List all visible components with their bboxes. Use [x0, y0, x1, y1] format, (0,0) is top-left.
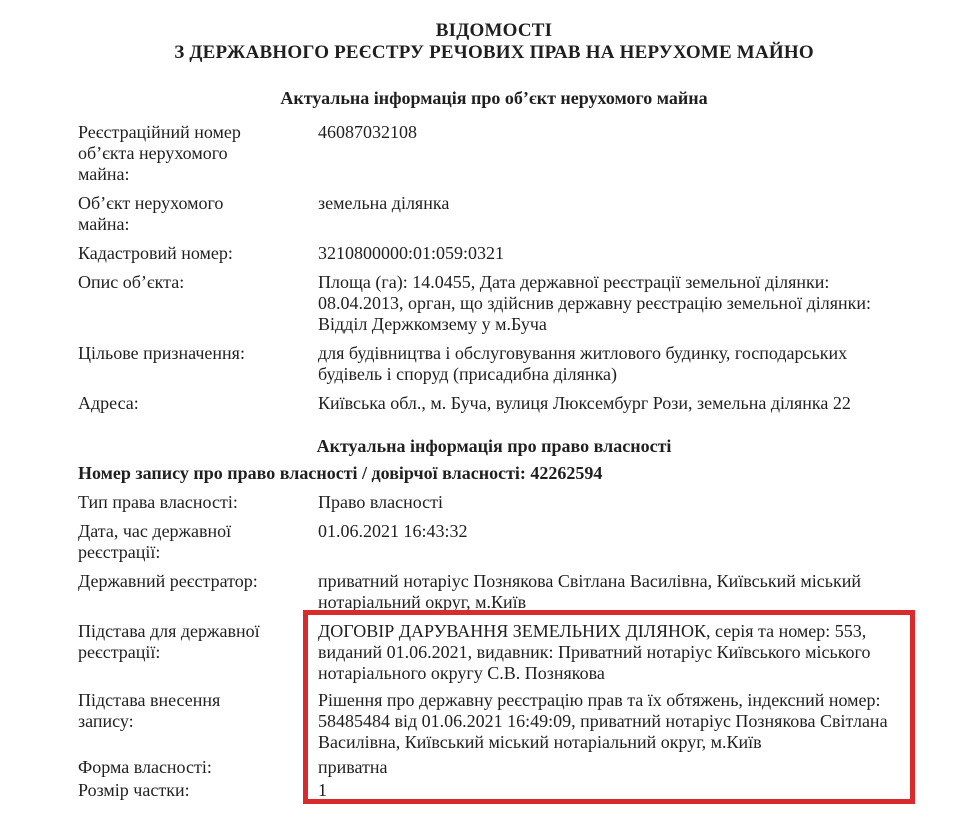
field-row-address [78, 393, 910, 414]
field-label: Підстава для державної реєстрації: [78, 621, 260, 662]
highlighted-fields-group [78, 621, 910, 801]
field-label: Адреса: [78, 393, 139, 413]
field-value: 01.06.2021 16:43:32 [318, 521, 468, 541]
field-row-registration-datetime [78, 521, 910, 563]
field-row-object-type [78, 193, 910, 235]
field-label: Державний реєстратор: [78, 571, 258, 591]
document-title-line2: З ДЕРЖАВНОГО РЕЄСТРУ РЕЧОВИХ ПРАВ НА НЕРУХОМЕ МАЙНО [174, 42, 814, 63]
field-label: Реєстраційний номер об’єкта нерухомого майна: [78, 122, 241, 184]
field-label: Форма власності: [78, 757, 212, 777]
field-row-designated-purpose [78, 343, 910, 385]
field-row-ownership-type [78, 492, 910, 513]
field-value: 1 [318, 780, 327, 800]
field-row-share-size [78, 780, 910, 801]
field-value: ДОГОВІР ДАРУВАННЯ ЗЕМЕЛЬНИХ ДІЛЯНОК, серія та номер: 553, виданий 01.06.2021, видавник: Приватний нотаріус Київського міського нотаріального округу С.В. Познякова [318, 621, 871, 683]
field-label: Опис об’єкта: [78, 272, 185, 292]
section-heading-ownership-info: Актуальна інформація про право власності [316, 436, 672, 456]
field-value: Київська обл., м. Буча, вулиця Люксембург Рози, земельна ділянка 22 [318, 393, 851, 413]
field-value: Право власності [318, 492, 444, 512]
field-value: земельна ділянка [318, 193, 450, 213]
field-value: приватна [318, 757, 388, 777]
field-value: 3210800000:01:059:0321 [318, 243, 505, 263]
field-row-registration-basis [78, 621, 910, 684]
field-value: приватний нотаріус Познякова Світлана Василівна, Київський міський нотаріальний округ, м.Київ [318, 571, 861, 612]
field-value: для будівництва і обслуговування житлового будинку, господарських будівель і споруд (присадибна ділянка) [318, 343, 848, 384]
field-label: Розмір частки: [78, 780, 190, 800]
field-label: Цільове призначення: [78, 343, 245, 363]
field-row-cadastral-number [78, 243, 910, 264]
field-label: Підстава внесення запису: [78, 690, 221, 731]
field-label: Об’єкт нерухомого майна: [78, 193, 224, 234]
field-value: Рішення про державну реєстрацію прав та їх обтяжень, індексний номер: 58485484 від 01.06.2021 16:49:09, приватний нотаріус Познякова Світлана Василівна, Київський міський нотаріальний округ, м.Київ [318, 690, 888, 752]
field-row-ownership-form [78, 757, 910, 778]
ownership-record-number: Номер запису про право власності / довірчої власності: 42262594 [78, 463, 603, 483]
field-label: Кадастровий номер: [78, 243, 233, 263]
field-label: Дата, час державної реєстрації: [78, 521, 232, 562]
section-heading-object-info: Актуальна інформація про об’єкт нерухомого майна [280, 88, 708, 108]
field-value: 46087032108 [318, 122, 417, 142]
field-row-record-entry-basis [78, 690, 910, 753]
field-row-registration-number [78, 122, 910, 185]
ownership-info-rows [78, 492, 910, 801]
field-value: Площа (га): 14.0455, Дата державної реєстрації земельної ділянки: 08.04.2013, орган, що здійснив державну реєстрацію земельної ділянки: Відділ Держкомзему у м.Буча [318, 272, 871, 334]
object-info-rows [78, 122, 910, 414]
field-label: Тип права власності: [78, 492, 238, 512]
document-title-line1: ВІДОМОСТІ [435, 20, 553, 41]
field-row-state-registrar [78, 571, 910, 613]
document-title [78, 20, 910, 64]
field-row-object-description [78, 272, 910, 335]
